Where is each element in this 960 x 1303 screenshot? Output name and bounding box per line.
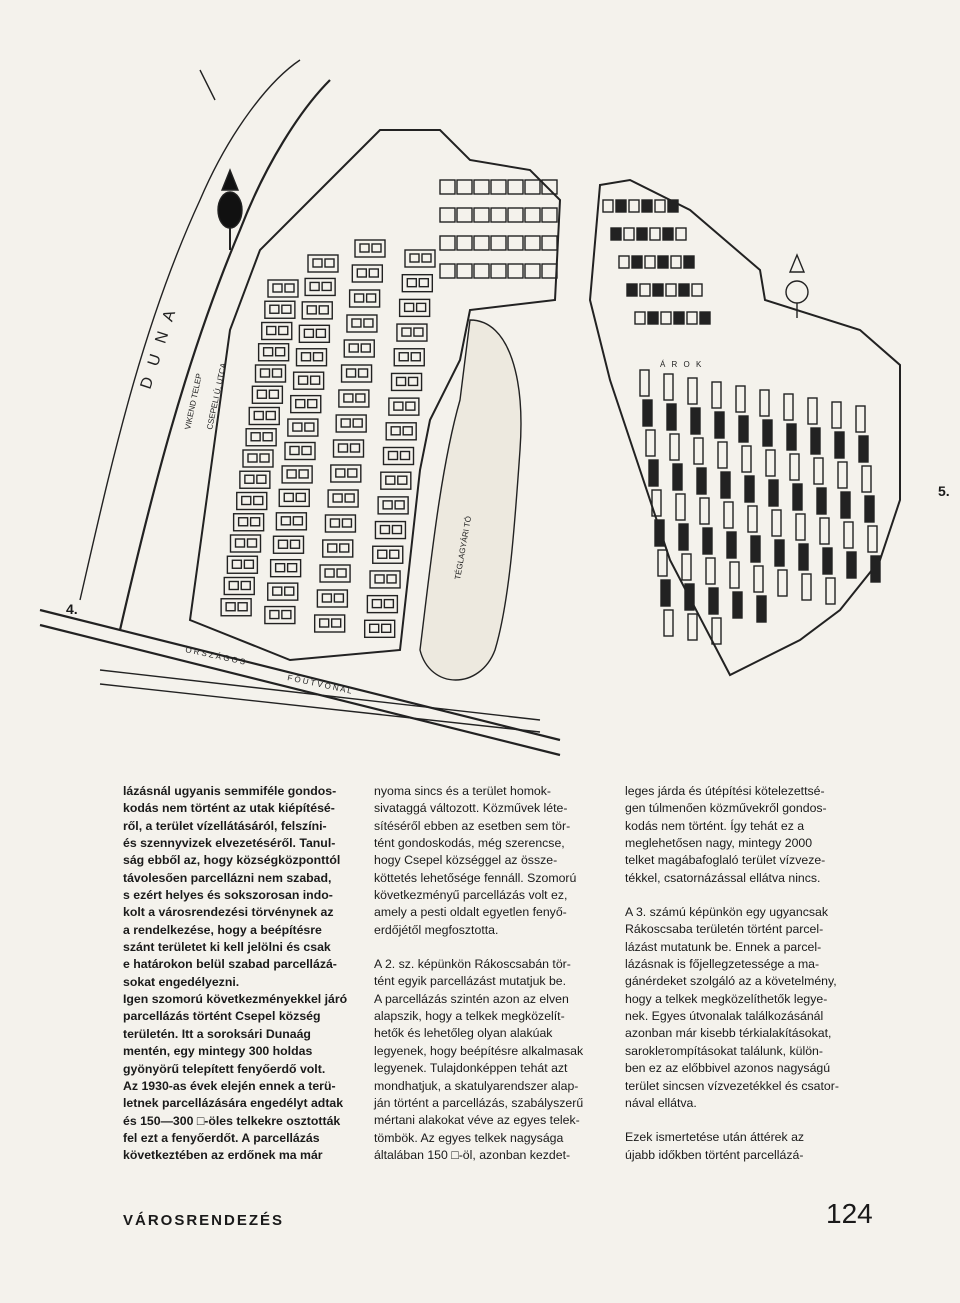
plot-block	[359, 369, 368, 377]
plot-block	[392, 526, 401, 534]
plot-block	[364, 319, 373, 327]
plot-block	[236, 539, 245, 547]
plot-block	[457, 208, 472, 222]
plot-block	[694, 438, 703, 464]
plot-block	[422, 254, 431, 262]
plot-block	[868, 526, 877, 552]
plot-block	[375, 575, 384, 583]
plot-block	[666, 284, 676, 296]
plot-block	[279, 327, 288, 335]
plot-block	[411, 353, 420, 361]
plot-block	[394, 402, 403, 410]
plot-block	[491, 236, 506, 250]
plot-block	[712, 618, 721, 644]
plot-block	[611, 228, 621, 240]
plot-block	[790, 454, 799, 480]
plot-block	[760, 390, 769, 416]
plot-block	[238, 603, 247, 611]
plot-block	[642, 200, 652, 212]
plot-block	[322, 594, 331, 602]
plot-block	[264, 348, 273, 356]
plot-block	[339, 444, 348, 452]
plot-block	[296, 400, 305, 408]
plot-block	[754, 566, 763, 592]
paragraph: A 2. sz. képünkön Rákoscsabán tör- tént egyik parcellázást mutatjuk be. A parcellázás szintén azon az elven alapszik, hogy a telkek megközelít- hetők és lehetőleg olyan alakúak legyenek, hogy beépítésre alkalmasak legyenek. Tulajdonképpen tehát azt mondhatjuk, a skatulyarendszer alap- ján történt a parcellázás, szabályszerű mértani alakokat véve az egyes telek- tömbök. Az egyes telkek nagysága általában 150 □-öl, azonban kezdet-	[374, 957, 584, 1162]
plot-block	[835, 432, 844, 458]
plot-block	[241, 582, 250, 590]
plot-block	[700, 312, 710, 324]
plot-block	[372, 244, 381, 252]
plot-block	[635, 312, 645, 324]
street-label-csepeli: CSEPELI Ú. UTCA	[205, 362, 229, 431]
north-arrow-icon	[218, 170, 242, 250]
plot-block	[616, 200, 626, 212]
plot-block	[261, 369, 270, 377]
plot-block	[766, 450, 775, 476]
plot-block	[474, 208, 489, 222]
plot-block	[402, 328, 411, 336]
plot-block	[757, 596, 766, 622]
plot-block	[862, 466, 871, 492]
plot-block	[542, 264, 557, 278]
plot-block	[257, 390, 266, 398]
road-label-orszagos: O R S Z Á G O S	[184, 645, 247, 667]
plot-block	[314, 353, 323, 361]
plot-block	[390, 550, 399, 558]
plot-block	[778, 570, 787, 596]
plot-block	[273, 369, 282, 377]
plot-block	[733, 592, 742, 618]
road-label-fout: F Ő U T V O N A L	[286, 673, 353, 696]
plot-block	[817, 488, 826, 514]
plot-block	[360, 244, 369, 252]
plot-block	[348, 469, 357, 477]
plot-block	[353, 419, 362, 427]
plot-block	[263, 433, 272, 441]
street-label-vikend: VIKEND TELEP	[183, 372, 204, 431]
plot-block	[491, 208, 506, 222]
plot-block	[491, 180, 506, 194]
plot-block	[542, 180, 557, 194]
plot-block	[389, 452, 398, 460]
plot-block	[282, 305, 291, 313]
text-column-1	[123, 783, 355, 1165]
plot-block	[267, 327, 276, 335]
plot-block	[242, 497, 251, 505]
plot-block	[721, 472, 730, 498]
plot-block	[386, 476, 395, 484]
plot-block	[718, 442, 727, 468]
plot-block	[313, 259, 322, 267]
plot-block	[703, 528, 712, 554]
plot-block	[440, 180, 455, 194]
plot-block	[679, 284, 689, 296]
plot-block	[664, 374, 673, 400]
plot-block	[293, 517, 302, 525]
plot-block	[347, 369, 356, 377]
plot-block	[655, 200, 665, 212]
plot-block	[748, 506, 757, 532]
plot-block	[284, 493, 293, 501]
plot-block	[293, 423, 302, 431]
figure-number-4: 4.	[66, 601, 78, 617]
plot-block	[751, 536, 760, 562]
plot-block	[355, 294, 364, 302]
plot-block	[254, 497, 263, 505]
lake-label: TÉGLAGYÁRI TÓ	[453, 515, 474, 581]
plot-block	[802, 574, 811, 600]
plot-block	[525, 264, 540, 278]
plot-block	[838, 462, 847, 488]
plot-block	[273, 284, 282, 292]
plot-block	[299, 376, 308, 384]
plot-block	[369, 269, 378, 277]
plot-block	[276, 348, 285, 356]
plot-block	[319, 306, 328, 314]
plot-block	[322, 282, 331, 290]
plot-block	[384, 600, 393, 608]
plot-block	[406, 402, 415, 410]
plot-block	[248, 454, 257, 462]
plot-block	[232, 560, 241, 568]
plot-block	[814, 458, 823, 484]
plot-block	[667, 404, 676, 430]
plot-block	[474, 264, 489, 278]
plot-block	[320, 619, 329, 627]
plot-block	[337, 569, 346, 577]
plot-block	[304, 329, 313, 337]
plot-block	[624, 228, 634, 240]
plot-block	[380, 526, 389, 534]
plot-block	[661, 312, 671, 324]
plot-block	[664, 610, 673, 636]
plot-block	[688, 614, 697, 640]
plot-block	[387, 575, 396, 583]
plot-block	[457, 236, 472, 250]
plot-block	[508, 236, 523, 250]
plot-block	[700, 498, 709, 524]
paragraph: nyoma sincs és a terület homok- sivataggá változott. Közművek léte- sítéséről ebben az esetben sem tör- tént gondoskodás, még szerencse, hogy Csepel községgel az össze- köttetés lehetősége fennáll. Szomorú következményű parcellázás volt ez, amely a pesti oldalt egyetlen fenyő- erdőjétől megfosztotta.	[374, 784, 577, 937]
plot-block	[417, 303, 426, 311]
plot-block	[691, 408, 700, 434]
plot-block	[251, 518, 260, 526]
plot-block	[676, 228, 686, 240]
plot-block	[687, 312, 697, 324]
plot-block	[670, 434, 679, 460]
plot-block	[688, 378, 697, 404]
road-label-arok: Á R O K	[660, 360, 704, 369]
plot-block	[826, 578, 835, 604]
plot-block	[440, 208, 455, 222]
plot-block	[525, 236, 540, 250]
plot-block	[285, 284, 294, 292]
plot-block	[276, 564, 285, 572]
plot-block	[305, 423, 314, 431]
plot-block	[832, 402, 841, 428]
plot-block	[378, 550, 387, 558]
plot-block	[308, 400, 317, 408]
plot-block	[361, 344, 370, 352]
plot-block	[692, 284, 702, 296]
plot-block	[409, 377, 418, 385]
plot-block	[296, 493, 305, 501]
plot-block	[310, 282, 319, 290]
plot-block	[403, 427, 412, 435]
plot-block	[474, 180, 489, 194]
plot-block	[491, 264, 506, 278]
plot-block	[239, 518, 248, 526]
plot-block	[414, 328, 423, 336]
plot-block	[772, 510, 781, 536]
plot-block	[525, 208, 540, 222]
plot-block	[316, 329, 325, 337]
plot-block	[291, 540, 300, 548]
plot-block	[311, 376, 320, 384]
plot-block	[332, 619, 341, 627]
plot-block	[341, 419, 350, 427]
plot-block	[508, 180, 523, 194]
river-label: D U N A	[137, 304, 181, 392]
plot-block	[325, 569, 334, 577]
plot-block	[603, 200, 613, 212]
plot-block	[226, 603, 235, 611]
plot-block	[859, 436, 868, 462]
plot-block	[398, 476, 407, 484]
plot-block	[245, 475, 254, 483]
plot-block	[302, 447, 311, 455]
plot-block	[525, 180, 540, 194]
plot-block	[674, 312, 684, 324]
page-number: 124	[826, 1198, 873, 1229]
plot-block	[344, 394, 353, 402]
plot-block	[302, 353, 311, 361]
plot-block	[658, 256, 668, 268]
plot-block	[367, 294, 376, 302]
plot-block	[640, 370, 649, 396]
plot-block	[269, 390, 278, 398]
figure-number-5: 5.	[938, 483, 950, 499]
plot-block	[372, 600, 381, 608]
plot-block	[328, 544, 337, 552]
plot-block	[273, 587, 282, 595]
plot-block	[709, 588, 718, 614]
plot-block	[383, 501, 392, 509]
plot-block	[820, 518, 829, 544]
paragraph: A 3. számú képünkön egy ugyancsak Rákoscsaba területén történt parcel- lázást mutatunk be. Ennek a parcel- lázásnak is főjellegzetessége a ma- gánérdeket szolgáló az a követelmény, hogy a telkek megközelíthetők legye- nek. Egyes útvonalak találkozásánál azonban már kisebb térkialakításokat, saroklетompításokat találunk, külön- ben ez az előbbivel azonos nagyságú terület sincsen vízvezetékkel és csator- nával ellátva.	[625, 905, 839, 1110]
paragraph: Igen szomorú következményekkel járó parcellázás történt Csepel község területén. Itt a soroksári Dunaág mentén, egy mintegy 300 holdas gyönyörű telepített fenyőerdő volt. Az 1930-as évek elején ennek a terü- letnek parcellázására engedélyt adtak és 150—300 □-öles telkekre osztották fel ezt a fenyőerdőt. A parcellázás következtében az erdőnek ma már	[123, 992, 348, 1163]
plot-block	[655, 520, 664, 546]
plot-block	[397, 377, 406, 385]
plot-block	[619, 256, 629, 268]
plot-block	[668, 200, 678, 212]
plot-block	[632, 256, 642, 268]
plot-block	[685, 584, 694, 610]
plot-block	[401, 452, 410, 460]
plot-block	[712, 382, 721, 408]
plot-block	[823, 548, 832, 574]
plot-block	[663, 228, 673, 240]
plot-block	[419, 279, 428, 287]
plot-block	[279, 540, 288, 548]
plot-block	[440, 264, 455, 278]
text-column-2	[374, 783, 606, 1164]
plot-block	[407, 279, 416, 287]
plot-block	[345, 494, 354, 502]
plot-block	[697, 468, 706, 494]
plot-block	[266, 412, 275, 420]
plot-block	[650, 228, 660, 240]
plot-block	[745, 476, 754, 502]
plot-block	[229, 582, 238, 590]
plot-block	[865, 496, 874, 522]
plot-block	[299, 470, 308, 478]
plot-block	[395, 501, 404, 509]
plot-block	[682, 554, 691, 580]
plot-block	[724, 502, 733, 528]
plot-block	[742, 446, 751, 472]
figure-4-csepel-plan	[40, 60, 560, 755]
plot-block	[649, 460, 658, 486]
paragraph: lázásnál ugyanis semmiféle gondos- kodás nem történt az utak kiépítésé- ről, a terület vízellátásáról, felszíni- és szennyvizek elvezetéséről. Tanul- ság ebből az, hogy községközponttól távolesően parcellázni nem szabad, s ezért helyes és sokszorosan indo- kolt a városrendezési törvénynek az a rendelkezése, hogy a beépítésre szánt területet ki kell jelölni és csak e határokon belül szabad parcellázá- sokat engedélyezni.	[123, 784, 341, 989]
plot-block	[679, 524, 688, 550]
plot-block	[769, 480, 778, 506]
plot-block	[357, 269, 366, 277]
plot-block	[325, 259, 334, 267]
plot-block	[629, 200, 639, 212]
plot-block	[330, 519, 339, 527]
plot-block	[351, 444, 360, 452]
plot-block	[799, 544, 808, 570]
plot-block	[627, 284, 637, 296]
plot-block	[808, 398, 817, 424]
plot-block	[706, 558, 715, 584]
plot-block	[248, 539, 257, 547]
plot-block	[254, 412, 263, 420]
plot-block	[542, 208, 557, 222]
plot-block	[399, 353, 408, 361]
plot-block	[646, 430, 655, 456]
plot-block	[257, 475, 266, 483]
plot-block	[775, 540, 784, 566]
plot-block	[640, 284, 650, 296]
plot-block	[793, 484, 802, 510]
plot-block	[796, 514, 805, 540]
plot-block	[290, 447, 299, 455]
plot-block	[457, 264, 472, 278]
plot-block	[391, 427, 400, 435]
plot-block	[287, 470, 296, 478]
plot-block	[841, 492, 850, 518]
plot-block	[340, 544, 349, 552]
plot-block	[282, 611, 291, 619]
plot-block	[730, 562, 739, 588]
paragraph: Ezek ismertetése után áttérek az újabb időkben történt parcellázá-	[625, 1130, 805, 1162]
plot-block	[382, 624, 391, 632]
plot-block	[410, 254, 419, 262]
plot-block	[661, 580, 670, 606]
journal-title: VÁROSRENDEZÉS	[123, 1212, 285, 1229]
plot-block	[285, 587, 294, 595]
plot-block	[763, 420, 772, 446]
plot-block	[405, 303, 414, 311]
plot-block	[251, 433, 260, 441]
plot-block	[847, 552, 856, 578]
plot-block	[784, 394, 793, 420]
plot-block	[811, 428, 820, 454]
plot-block	[336, 469, 345, 477]
plot-block	[542, 236, 557, 250]
plot-block	[648, 312, 658, 324]
plot-block	[673, 464, 682, 490]
plot-block	[352, 319, 361, 327]
paragraph: leges járda és útépítési kötelezettsé- gen túlmenően közművekről gondos- kodás nem történt. Így tehát ez a meglehetősen nagy, mintegy 2000 telket magábafoglaló terület vízveze- tékkel, csatornázással ellátva nincs.	[625, 784, 827, 885]
plot-block	[349, 344, 358, 352]
plot-block	[671, 256, 681, 268]
plot-block	[676, 494, 685, 520]
plot-block	[643, 400, 652, 426]
plot-block	[844, 522, 853, 548]
plot-block	[440, 236, 455, 250]
plot-block	[856, 406, 865, 432]
plot-block	[715, 412, 724, 438]
plot-block	[244, 560, 253, 568]
plot-block	[645, 256, 655, 268]
plot-block	[356, 394, 365, 402]
plot-block	[508, 264, 523, 278]
plot-block	[474, 236, 489, 250]
plot-block	[370, 624, 379, 632]
plot-block	[288, 564, 297, 572]
plot-block	[653, 284, 663, 296]
plot-block	[334, 594, 343, 602]
plot-block	[871, 556, 880, 582]
plot-block	[333, 494, 342, 502]
plot-block	[457, 180, 472, 194]
plot-block	[342, 519, 351, 527]
plot-block	[637, 228, 647, 240]
plot-block	[281, 517, 290, 525]
plot-block	[658, 550, 667, 576]
plot-block	[739, 416, 748, 442]
plot-block	[270, 611, 279, 619]
plot-block	[260, 454, 269, 462]
plot-block	[736, 386, 745, 412]
plot-block	[270, 305, 279, 313]
text-column-3	[625, 783, 857, 1164]
plot-block	[787, 424, 796, 450]
plot-block	[307, 306, 316, 314]
figure-5-rakoscsaba-plan	[590, 180, 900, 675]
plot-block	[684, 256, 694, 268]
plot-block	[727, 532, 736, 558]
plot-block	[508, 208, 523, 222]
